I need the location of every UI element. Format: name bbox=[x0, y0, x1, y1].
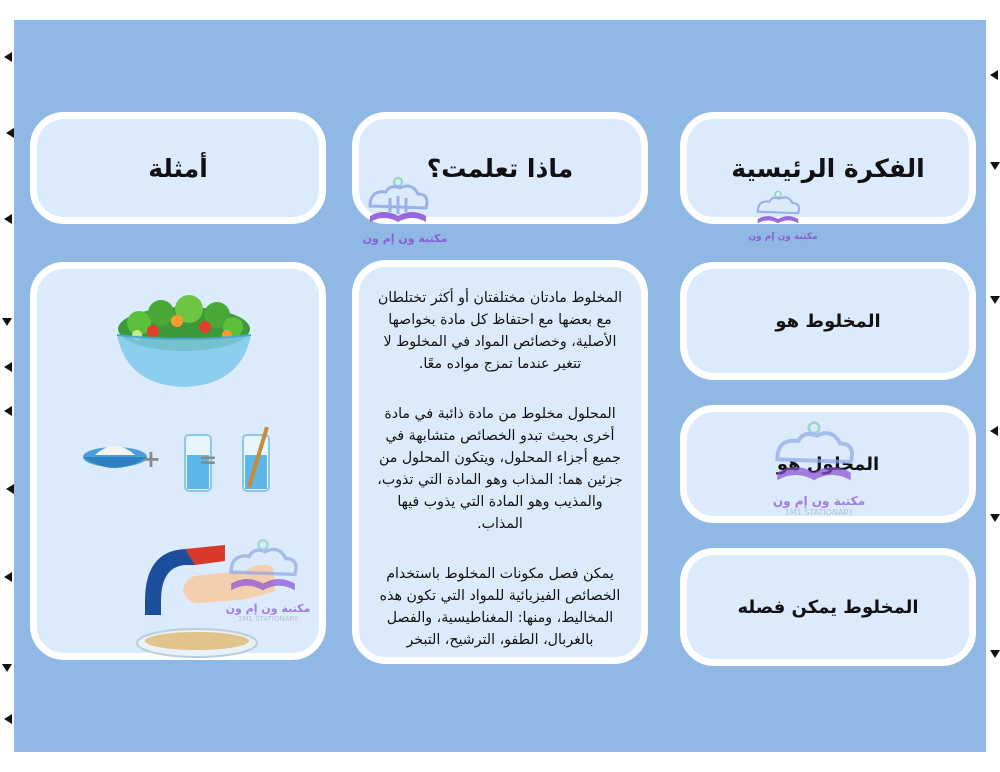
paragraph-solution: المحلول مخلوط من مادة ذائبة في مادة أخرى بحيث تبدو الخصائص متشابهة في جميع أجزاء المحلول، ويتكون المحلول من جزئين هما: المذاب وهو المادة التي تذوب، والمذيب وهو المادة التي يذوب فيها المذاب. bbox=[377, 406, 623, 532]
watermark-brand-text: مكتبة ون إم ون bbox=[748, 232, 818, 242]
header-examples-label: أمثلة bbox=[148, 153, 208, 183]
edge-arrow-icon bbox=[4, 214, 12, 224]
watermark-logo-icon bbox=[218, 538, 308, 604]
svg-text:=: = bbox=[198, 448, 217, 473]
edge-arrow-icon bbox=[6, 484, 14, 494]
edge-arrow-icon bbox=[4, 572, 12, 582]
edge-arrow-icon bbox=[990, 296, 1000, 304]
edge-arrow-icon bbox=[2, 318, 12, 326]
watermark-sub-text: 1M1 STATIONARY bbox=[237, 615, 299, 623]
edge-arrow-icon bbox=[990, 650, 1000, 658]
watermark-sub-text: 1M1 STATIONARY bbox=[784, 508, 854, 517]
watermark-logo-icon bbox=[748, 190, 808, 232]
header-main-idea bbox=[680, 112, 976, 224]
learned-body-text bbox=[359, 267, 641, 679]
edge-arrow-icon bbox=[990, 514, 1000, 522]
watermark-logo bbox=[218, 538, 318, 623]
watermark-brand-text: مكتبة ون إم ون bbox=[225, 602, 311, 615]
header-examples bbox=[30, 112, 326, 224]
salad-bowl-icon bbox=[109, 291, 259, 391]
svg-text:+: + bbox=[140, 445, 161, 473]
edge-arrow-icon bbox=[990, 162, 1000, 170]
paragraph-mixture: المخلوط مادتان مختلفتان أو أكثر تختلطان مع بعضها مع احتفاظ كل مادة بخواصها الأصلية، وخصائص المواد في المخلوط لا تتغير عندما تمزج مواده معًا. bbox=[377, 290, 623, 372]
edge-arrow-icon bbox=[2, 664, 12, 672]
watermark-brand-text: مكتبة ون إم ون bbox=[772, 494, 866, 508]
edge-arrow-icon bbox=[4, 406, 12, 416]
definition-mixture bbox=[680, 262, 976, 380]
salt-dissolve-icon bbox=[81, 427, 281, 497]
watermark-logo-icon bbox=[360, 176, 436, 234]
edge-arrow-icon bbox=[990, 70, 998, 80]
edge-arrow-icon bbox=[6, 128, 14, 138]
definition-separation-label: المخلوط يمكن فصله bbox=[737, 596, 919, 618]
edge-arrow-icon bbox=[4, 52, 12, 62]
definition-separation bbox=[680, 548, 976, 666]
watermark-logo bbox=[360, 176, 450, 245]
watermark-brand-text: مكتبة ون إم ون bbox=[362, 232, 448, 245]
watermark-logo bbox=[748, 190, 818, 242]
learned-body-card bbox=[352, 260, 648, 664]
edge-arrow-icon bbox=[990, 426, 998, 436]
edge-arrow-icon bbox=[4, 362, 12, 372]
header-what-learned-label: ماذا تعلمت؟ bbox=[426, 153, 574, 183]
paragraph-separation: يمكن فصل مكونات المخلوط باستخدام الخصائص الفيزيائية للمواد التي تكون هذه المخاليط، ومنها: المغناطيسية، والفصل بالغربال، الطفو، الترشيح، التبخر bbox=[379, 566, 621, 648]
watermark-logo-icon bbox=[764, 420, 864, 496]
watermark-logo bbox=[764, 420, 874, 517]
definition-solution-label: المحلول هو bbox=[776, 453, 880, 475]
header-main-idea-label: الفكرة الرئيسية bbox=[731, 153, 925, 183]
definition-mixture-label: المخلوط هو bbox=[775, 310, 881, 332]
edge-arrow-icon bbox=[4, 714, 12, 724]
